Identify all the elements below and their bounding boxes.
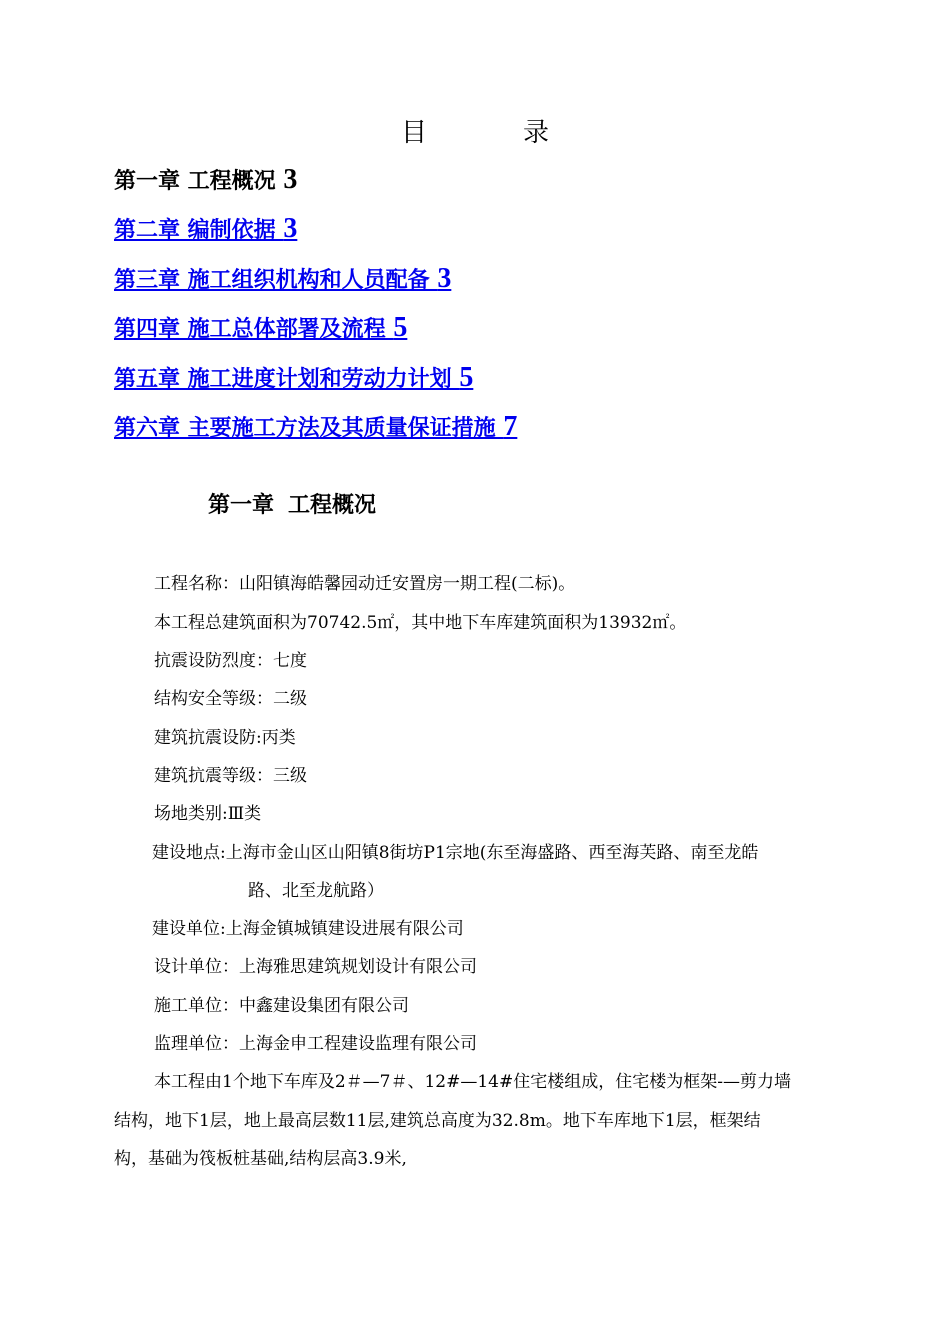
toc-item-label: 第一章 工程概况 bbox=[114, 169, 284, 194]
project-name-line: 工程名称：山阳镇海皓馨园动迁安置房一期工程(二标)。 bbox=[154, 574, 576, 594]
safety-grade-line: 结构安全等级：二级 bbox=[154, 689, 307, 709]
location-line-continued: 路、北至龙航路） bbox=[248, 881, 384, 901]
owner-line: 建设单位:上海金镇城镇建设进展有限公司 bbox=[152, 919, 464, 939]
toc-link-chapter-3[interactable] bbox=[114, 263, 451, 295]
toc-item-label: 第三章 施工组织机构和人员配备 bbox=[114, 268, 438, 293]
description-line-2: 结构，地下1层，地上最高层数11层,建筑总高度为32.8m。地下车库地下1层，框架结 bbox=[114, 1111, 761, 1131]
toc-item-page: 3 bbox=[283, 164, 298, 195]
toc-item-label: 第二章 编制依据 bbox=[114, 218, 284, 243]
toc-item-page: 5 bbox=[393, 312, 408, 343]
toc-title-part2: 录 bbox=[523, 118, 550, 148]
toc-item-page: 3 bbox=[437, 263, 452, 294]
seismic-intensity-line: 抗震设防烈度：七度 bbox=[154, 651, 307, 671]
toc-item-page: 7 bbox=[503, 411, 518, 442]
toc-title bbox=[0, 112, 950, 149]
toc-item-label: 第四章 施工总体部署及流程 bbox=[114, 317, 394, 342]
toc-item-page: 3 bbox=[283, 213, 298, 244]
toc-item-chapter-1[interactable] bbox=[114, 164, 297, 196]
toc-link-chapter-6[interactable] bbox=[114, 411, 517, 443]
location-line: 建设地点:上海市金山区山阳镇8街坊P1宗地(东至海盛路、西至海芙路、南至龙皓 bbox=[152, 843, 759, 863]
contractor-line: 施工单位：中鑫建设集团有限公司 bbox=[154, 996, 409, 1016]
site-category-line: 场地类别:Ⅲ类 bbox=[154, 804, 262, 824]
toc-item-page: 5 bbox=[459, 362, 474, 393]
chapter-number: 第一章 bbox=[208, 493, 275, 518]
designer-line: 设计单位：上海雅思建筑规划设计有限公司 bbox=[154, 957, 477, 977]
toc-link-chapter-4[interactable] bbox=[114, 312, 407, 344]
toc-title-part1: 目 bbox=[400, 118, 427, 148]
chapter-heading bbox=[208, 488, 376, 519]
total-area-line: 本工程总建筑面积为70742.5㎡，其中地下车库建筑面积为13932㎡。 bbox=[154, 613, 687, 633]
toc-link-chapter-2[interactable] bbox=[114, 213, 297, 245]
seismic-category-line: 建筑抗震设防:丙类 bbox=[154, 728, 296, 748]
chapter-title: 工程概况 bbox=[288, 493, 377, 518]
toc-item-label: 第五章 施工进度计划和劳动力计划 bbox=[114, 367, 460, 392]
description-line-3: 构，基础为筏板桩基础,结构层高3.9米, bbox=[114, 1149, 407, 1169]
toc-item-label: 第六章 主要施工方法及其质量保证措施 bbox=[114, 416, 504, 441]
supervisor-line: 监理单位：上海金申工程建设监理有限公司 bbox=[154, 1034, 477, 1054]
seismic-grade-line: 建筑抗震等级：三级 bbox=[154, 766, 307, 786]
toc-link-chapter-5[interactable] bbox=[114, 362, 473, 394]
description-line-1: 本工程由1个地下车库及2＃—7＃、12#—14#住宅楼组成，住宅楼为框架-—剪力墙 bbox=[154, 1072, 791, 1092]
